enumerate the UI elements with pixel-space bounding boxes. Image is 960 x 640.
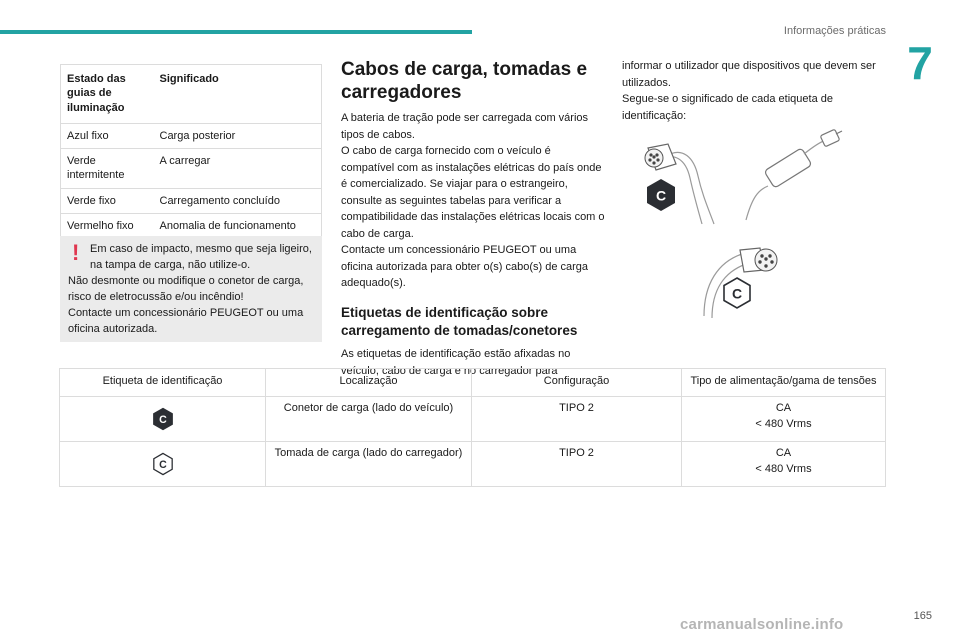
section-heading: Cabos de carga, tomadas e carregadores xyxy=(341,59,588,104)
label-c-outline-icon xyxy=(720,276,754,310)
section-title: Informações práticas xyxy=(783,25,886,37)
warning-box xyxy=(60,236,322,342)
table-cell: Verde fixo xyxy=(61,188,154,213)
warning-text: Em caso de impacto, mesmo que seja ligeiro, na tampa de carga, não utilize-o. xyxy=(90,243,312,271)
table-cell xyxy=(682,396,886,441)
svg-text:C: C xyxy=(158,414,167,427)
paragraph-text: A bateria de tração pode ser carregada com vários tipos de cabos. xyxy=(341,112,589,141)
table-header-row xyxy=(61,65,322,124)
table-header-row xyxy=(60,369,886,397)
table-cell: A carregar xyxy=(154,149,322,189)
header-accent-bar xyxy=(0,30,472,34)
paragraph-text: As etiquetas de identificação estão afixadas no veículo, cabo de carga e no carregador para xyxy=(341,348,571,377)
paragraph-text: Contacte um concessionário PEUGEOT ou uma oficina autorizada para obter o(s) cabo(s) de carga adequado(s). xyxy=(341,244,589,290)
table-header-cell: Significado xyxy=(154,65,322,124)
table-header-cell: Estado das guias de iluminação xyxy=(61,65,154,124)
table-cell: Azul fixo xyxy=(61,123,154,148)
table-cell xyxy=(682,441,886,486)
warning-text: Não desmonte ou modifique o conetor de carga, risco de eletrocussão e/ou incêndio! xyxy=(68,274,304,303)
table-cell xyxy=(60,441,266,486)
exclamation-icon: ! xyxy=(72,240,80,265)
table-header-cell: Tipo de alimentação/gama de tensões xyxy=(682,369,886,397)
table-cell xyxy=(60,396,266,441)
table-row xyxy=(61,188,322,213)
paragraph-text: O cabo de carga fornecido com o veículo é compatível com as instalações elétricas do país onde é comercializado. Se viajar para o estrangeiro, consulte as seguintes tabelas para verificar a compatibilidade das instalações elétricas locais com o cabo de carga. xyxy=(341,145,605,240)
paragraph-text: informar o utilizador que dispositivos que devem ser utilizados. xyxy=(622,60,876,89)
svg-text:C: C xyxy=(158,459,167,472)
label-c-outline-icon xyxy=(151,452,175,482)
lighting-status-table xyxy=(60,64,322,239)
table-cell: Carregamento concluído xyxy=(154,188,322,213)
table-header-cell: Localização xyxy=(266,369,472,397)
table-row xyxy=(61,123,322,148)
table-cell: Anomalia de funcionamento xyxy=(154,214,322,239)
table-header-cell: Etiqueta de identificação xyxy=(60,369,266,397)
label-c-filled-icon xyxy=(644,178,678,212)
table-cell: Carga posterior xyxy=(154,123,322,148)
identification-label-table xyxy=(59,368,886,487)
table-cell: Conetor de carga (lado do veículo) xyxy=(266,396,472,441)
voltage-range: < 480 Vrms xyxy=(755,462,812,475)
watermark-text: carmanualsonline.info xyxy=(680,616,844,633)
chapter-number: 7 xyxy=(907,37,933,89)
paragraph-text: Segue-se o significado de cada etiqueta de identificação: xyxy=(622,93,833,122)
paragraph xyxy=(341,110,605,292)
power-type: CA xyxy=(775,401,792,414)
table-header-cell: Configuração xyxy=(472,369,682,397)
svg-text:C: C xyxy=(731,285,743,302)
power-type: CA xyxy=(775,446,792,459)
warning-text: Contacte um concessionário PEUGEOT ou uma oficina autorizada. xyxy=(68,306,304,335)
subsection-heading: Etiquetas de identificação sobre carregamento de tomadas/conetores xyxy=(341,304,578,339)
table-cell: Verde intermitente xyxy=(61,149,154,189)
svg-text:C: C xyxy=(655,187,667,204)
table-row xyxy=(60,396,886,441)
table-cell: TIPO 2 xyxy=(472,396,682,441)
table-row xyxy=(60,441,886,486)
table-cell: Tomada de carga (lado do carregador) xyxy=(266,441,472,486)
table-cell: Vermelho fixo xyxy=(61,214,154,239)
middle-column xyxy=(341,58,605,379)
right-column xyxy=(622,58,892,124)
table-cell: TIPO 2 xyxy=(472,441,682,486)
table-row xyxy=(61,149,322,189)
label-c-filled-icon xyxy=(151,407,175,437)
voltage-range: < 480 Vrms xyxy=(755,417,812,430)
page-number: 165 xyxy=(913,610,932,622)
